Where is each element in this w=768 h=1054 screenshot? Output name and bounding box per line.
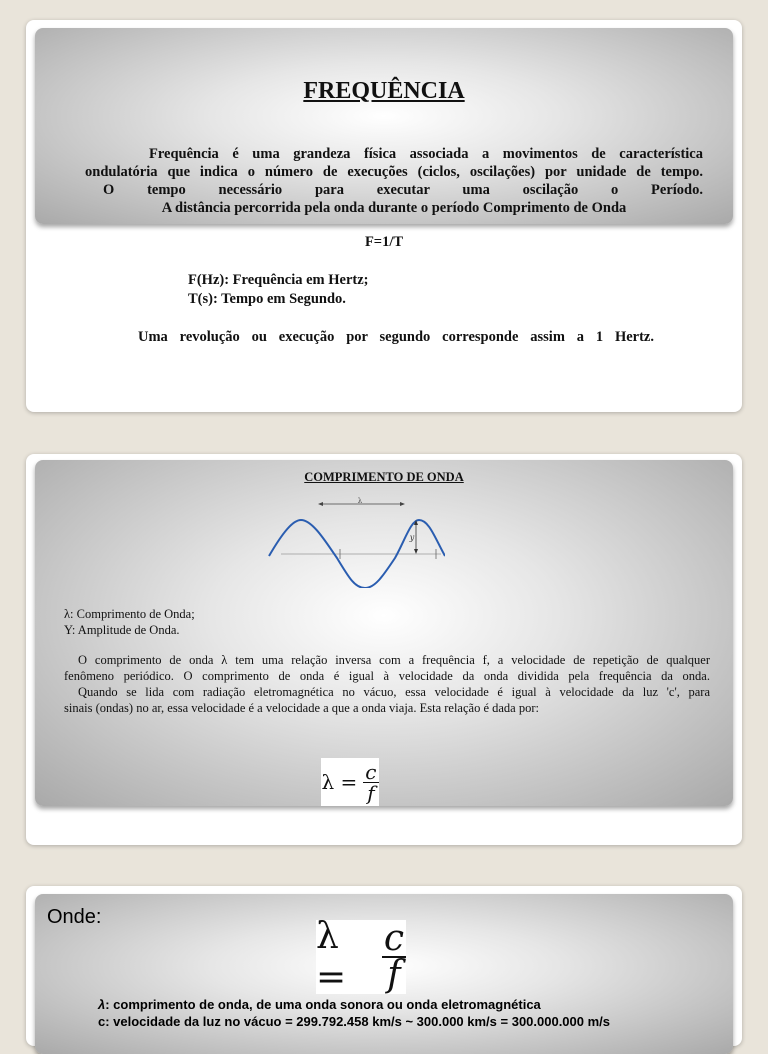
amplitude-label: y: [409, 533, 415, 542]
eq-lhs: λ =: [321, 770, 358, 794]
definition-lambda: [98, 996, 610, 1013]
arrow-head-down: [414, 549, 418, 554]
para-line: sinais (ondas) no ar, essa velocidade é a velocidade a que a onda viaja. Esta relação é dada por:: [64, 701, 539, 715]
definition-time: T(s): Tempo em Segundo.: [188, 291, 346, 307]
lambda-label: λ: [357, 497, 363, 505]
hertz-statement: Uma revolução ou execução por segundo corresponde assim a 1 Hertz.: [138, 329, 654, 345]
definition-light-speed: c: velocidade da luz no vácuo = 299.792.458 km/s ~ 300.000 km/s = 300.000.000 m/s: [98, 1014, 611, 1029]
para-line: fenômeno periódico. O comprimento de onda é igual à velocidade da onda dividida pela frequência da onda.: [64, 669, 710, 683]
sine-wave-diagram: [255, 496, 445, 588]
arrow-head-left: [318, 502, 323, 506]
symbol-definitions: [64, 606, 195, 638]
title-panel: [35, 28, 733, 224]
wavelength-paragraph: [64, 652, 710, 716]
para-line: Quando se lida com radiação eletromagnética no vácuo, essa velocidade é igual à velocidade da luz 'c', para: [78, 685, 710, 699]
wavelength-equation-large: [316, 916, 406, 998]
slide-frequencia: [26, 20, 742, 412]
slide-title: FREQUÊNCIA: [303, 78, 465, 104]
definition-lambda: λ: Comprimento de Onda;: [64, 607, 195, 621]
para-line: A distância percorrida pela onda durante o período Comprimento de Onda: [161, 200, 627, 216]
definition-amplitude: Y: Amplitude de Onda.: [64, 623, 180, 637]
slide-title: COMPRIMENTO DE ONDA: [304, 470, 464, 484]
content-panel: [35, 894, 733, 1054]
section-heading: Onde:: [47, 906, 102, 928]
definition-lambda-text: : comprimento de onda, de uma onda sonora ou onda eletromagnética: [105, 997, 541, 1012]
eq-denominator: f: [387, 954, 401, 995]
slide-comprimento-de-onda: [26, 454, 742, 845]
frequency-formula: F=1/T: [364, 234, 404, 250]
definition-frequency: F(Hz): Frequência em Hertz;: [188, 272, 369, 288]
content-panel: [35, 460, 733, 806]
formula-definitions: [188, 271, 369, 309]
slide-onde: [26, 886, 742, 1046]
para-line: Frequência é uma grandeza física associada a movimentos de característica: [149, 146, 703, 162]
eq-denominator: f: [367, 780, 375, 805]
eq-fraction: [363, 759, 378, 805]
eq-numerator: c: [383, 918, 404, 959]
para-line: O tempo necessário para executar uma oscilação o Período.: [103, 182, 703, 198]
eq-numerator: c: [365, 759, 377, 784]
para-line: ondulatória que indica o número de execuções (ciclos, oscilações) por unidade de tempo.: [85, 164, 703, 180]
intro-paragraph: [85, 145, 703, 217]
arrow-head-right: [400, 502, 405, 506]
variable-definitions: [98, 996, 610, 1030]
eq-fraction: [382, 918, 406, 995]
wavelength-equation: [321, 758, 379, 806]
para-line: O comprimento de onda λ tem uma relação inversa com a frequência f, a velocidade de repetição de qualquer: [78, 653, 710, 667]
eq-lhs: λ =: [316, 916, 347, 998]
lambda-symbol: λ: [98, 997, 106, 1012]
